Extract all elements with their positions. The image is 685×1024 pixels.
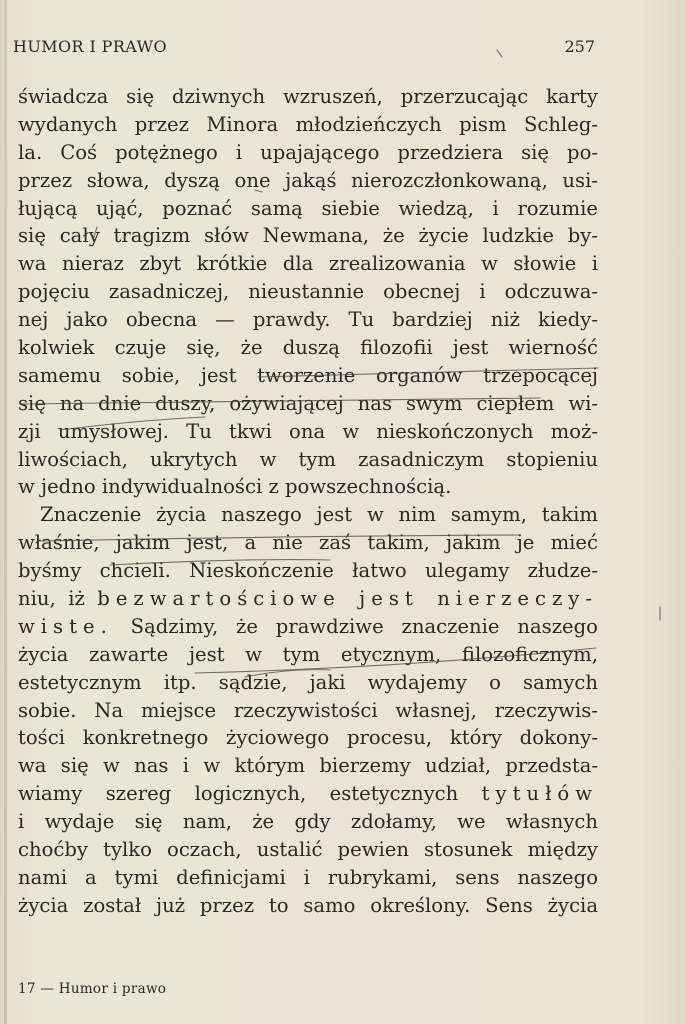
text-line: łującą ująć, poznać samą siebie wiedzą, i rozumie [18,196,598,220]
body-text [18,83,598,920]
text-line: samemu sobie, jest tworzenie organów trzepocącej [18,363,598,387]
text-line: się na dnie duszy, ożywiającej nas swym ciepłem wi- [18,391,598,415]
running-title: HUMOR I PRAWO [13,37,167,56]
text-line: przez słowa, dyszą one jakąś nierozczłonkowaną, usi- [18,168,598,192]
text-line: sobie. Na miejsce rzeczywistości własnej, rzeczywis- [18,698,598,722]
text-line-with-spaced-emphasis [18,780,598,808]
text-fragment: Sądzimy, że prawdziwe znaczenie naszego [130,614,598,638]
text-line: tości konkretnego życiowego procesu, który dokony- [18,726,598,750]
text-fragment: niu, iż [18,587,85,611]
text-line: się cały tragizm słów Newmana, że życie ludzkie by- [18,224,598,248]
text-line: liwościach, ukrytych w tym zasadniczym stopieniu [18,447,598,471]
spaced-emphasis: wiste. [18,614,113,638]
page-gutter-shadow [4,0,7,1024]
text-line: wydanych przez Minora młodzieńczych pism Schleg- [18,112,598,136]
text-line: właśnie, jakim jest, a nie zaś takim, jakim je mieć [18,531,598,555]
paragraph-first-line: Znaczenie życia naszego jest w nim samym, takim [40,503,598,527]
text-line: estetycznym itp. sądzie, jaki wydajemy o samych [18,670,598,694]
spaced-emphasis: tytułów [481,782,598,806]
spaced-emphasis: bezwartościowe jest nierzeczy- [97,587,598,611]
text-line: życia zawarte jest w tym etycznym, filozoficznym, [18,642,598,666]
text-line: nej jako obecna — prawdy. Tu bardziej niż kiedy- [18,308,598,332]
text-line: świadcza się dziwnych wzruszeń, przerzucając karty [18,85,598,108]
text-line: wa nieraz zbyt krótkie dla zrealizowania w słowie i [18,252,598,276]
page-footer: 17 — Humor i prawo [18,981,167,997]
text-line: życia został już przez to samo określony. Sens życia [18,893,598,917]
text-line: choćby tylko oczach, ustalić pewien stosunek między [18,838,598,862]
text-line: wa się w nas i w którym bierzemy udział, przedsta- [18,754,598,778]
text-line: nami a tymi definicjami i rubrykami, sens naszego [18,865,598,889]
text-line-with-spaced-emphasis [18,613,598,641]
text-fragment: wiamy szereg logicznych, estetycznych [18,782,459,806]
running-head [13,37,595,61]
text-line: pojęciu zasadniczej, nieustannie obecnej i odczuwa- [18,280,598,304]
text-line: kolwiek czuje się, że duszą filozofii jest wierność [18,336,598,360]
text-line: zji umysłowej. Tu tkwi ona w nieskończonych moż- [18,419,598,443]
text-line: byśmy chcieli. Nieskończenie łatwo ulegamy złudze- [18,559,598,583]
text-line: i wydaje się nam, że gdy zdołamy, we własnych [18,810,598,834]
paragraph-last-line: w jedno indywidualności z powszechnością. [18,475,452,499]
text-line: la. Coś potężnego i upajającego przedziera się po- [18,140,598,164]
text-line-with-spaced-emphasis [18,585,598,613]
page-number: 257 [564,37,595,56]
